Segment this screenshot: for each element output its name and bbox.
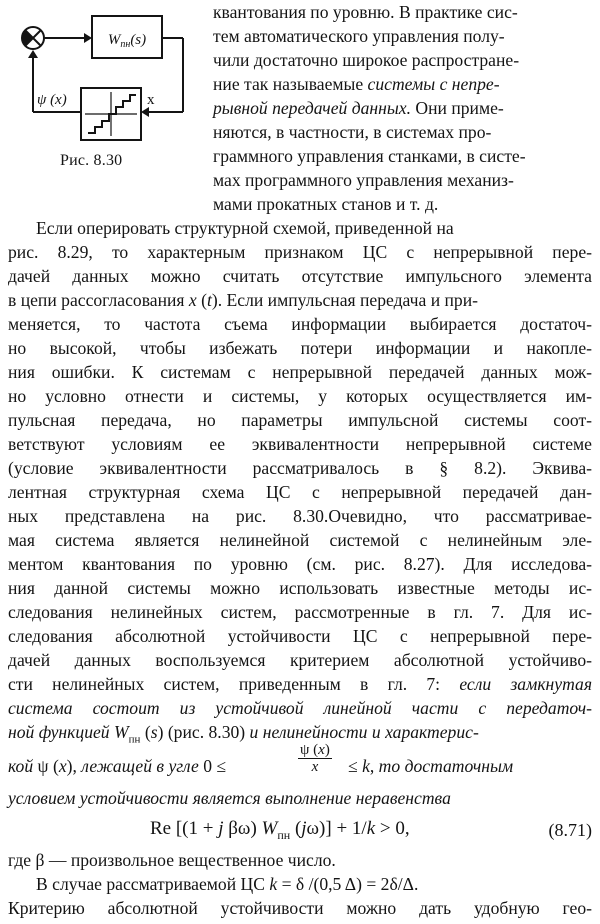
- text-line-29: сти нелинейных систем, приведенным в гл. 7: если замкнутая: [8, 674, 592, 694]
- text-line-35: В случае рассматриваемой ЦС k = δ /(0,5 Δ) = 2δ/Δ.: [36, 874, 419, 894]
- text-line-23: мая система является нелинейной системой с нелинейным эле-: [8, 530, 592, 550]
- text-line-31: ной функцией $W_{пн}$ (s) (рис. 8.30) и нелинейности и характерис-: [8, 722, 479, 746]
- figure-8-30: [0, 0, 205, 185]
- text-line-20: (условие эквивалентности рассматривалось в § 8.2). Эквива-: [8, 458, 592, 478]
- text-line-5: рывной передачей данных. Они приме-: [213, 98, 504, 118]
- text-line-3: чили достаточно широкое распростране-: [213, 50, 520, 70]
- text-line-1: квантования по уровню. В практике сис-: [213, 2, 518, 22]
- block-diagram: [0, 0, 205, 150]
- text-line-8: мах программного управления механиз-: [213, 170, 514, 190]
- text-line-27: следования абсолютной устойчивости ЦС с непрерывной пере-: [8, 626, 592, 646]
- text-line-6: няются, в частности, в системах про-: [213, 122, 492, 142]
- text-line-12: дачей данных можно считать отсутствие импульсного элемента: [8, 266, 592, 286]
- transfer-label: $W_{пн}(s)$: [107, 32, 147, 50]
- text-line-25: ния данной системы можно использовать известные методы ис-: [8, 578, 592, 598]
- text-line-26: следования нелинейных систем, рассмотренные в гл. 7. Для ис-: [8, 602, 592, 622]
- text-line-10: Если оперировать структурной схемой, приведенной на: [36, 218, 454, 238]
- text-line-7: граммного управления станками, в систе-: [213, 146, 526, 166]
- text-line-33: условием устойчивости является выполнение неравенства: [8, 788, 451, 808]
- text-line-21: лентная структурная схема ЦС с непрерывной передачей дан-: [8, 482, 592, 502]
- text-line-28: дачей данных воспользуемся критерием абсолютной устойчиво-: [8, 650, 592, 670]
- equation-8-71: Re [(1 + j βω) $W_{пн}$ (jω)] + 1/k > 0,: [150, 818, 410, 842]
- text-line-2: тем автоматического управления полу-: [213, 26, 505, 46]
- text-line-17: но условно отнести и системы, у которых осуществляется им-: [8, 386, 592, 406]
- transfer-block: [92, 16, 162, 58]
- output-label: x: [147, 92, 155, 108]
- figure-caption: Рис. 8.30: [60, 152, 123, 169]
- summing-junction: [22, 27, 44, 49]
- text-line-34: где β — произвольное вещественное число.: [8, 850, 336, 870]
- equation-number: (8.71): [548, 820, 592, 840]
- text-line-30: система состоит из устойчивой линейной части с передаточ-: [8, 698, 592, 718]
- text-line-36: Критерию абсолютной устойчивости можно дать удобную гео-: [8, 898, 592, 918]
- text-line-19: ветствуют условиям ее эквивалентности непрерывной системе: [8, 434, 592, 454]
- fraction-psi-over-x: ψ (x) x: [300, 742, 330, 775]
- text-line-13: в цепи рассогласования x (t). Если импульсная передача и при-: [8, 290, 479, 310]
- text-line-11: рис. 8.29, то характерным признаком ЦС с непрерывной пере-: [8, 242, 592, 262]
- text-line-4: ние так называемые системы с непре-: [213, 74, 500, 94]
- input-label: ψ (x): [37, 92, 67, 108]
- text-line-15: но высокой, чтобы избежать потери информации и накопле-: [8, 338, 592, 358]
- text-line-16: ния ошибки. К системам с непрерывной передачей данных мож-: [8, 362, 592, 382]
- text-line-32: кой ψ (x), лежащей в угле 0 ≤ ψ (x) x ≤ k, то достаточным: [8, 742, 514, 776]
- text-line-24: ментом квантования по уровню (см. рис. 8.27). Для исследова-: [8, 554, 592, 574]
- text-line-22: ных представлена на рис. 8.30.Очевидно, что рассматривае-: [8, 506, 592, 526]
- text-line-14: меняется, то частота съема информации выбирается достаточ-: [8, 314, 592, 334]
- text-line-18: пульсная передача, но параметры импульсной системы соот-: [8, 410, 592, 430]
- text-line-9: мами прокатных станов и т. д.: [213, 194, 439, 214]
